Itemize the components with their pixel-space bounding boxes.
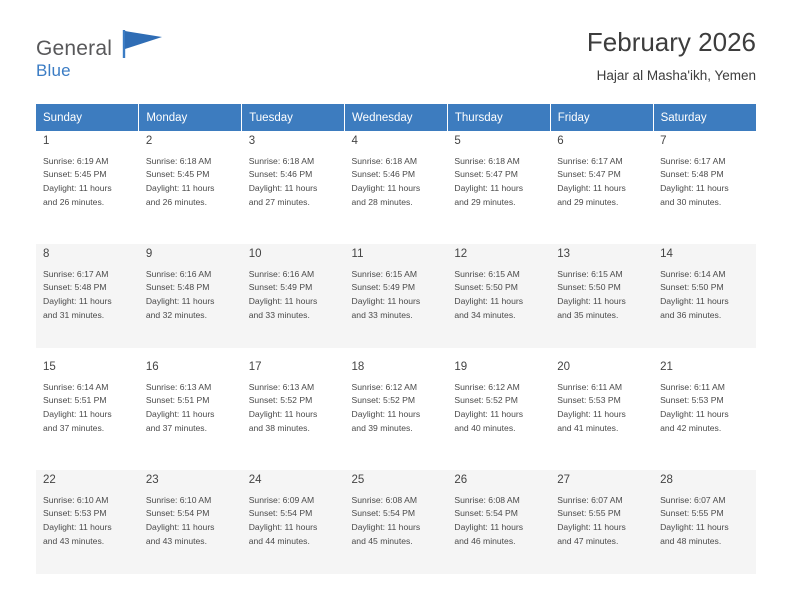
day-number: 10 [248, 248, 262, 260]
sunrise-text: Sunrise: 6:16 AM [248, 268, 315, 279]
daylight-text-line2: and 43 minutes. [43, 535, 105, 546]
day-cell[interactable] [653, 470, 756, 574]
daylight-text-line2: and 33 minutes. [248, 309, 310, 320]
day-number: 2 [145, 135, 153, 147]
day-details [43, 268, 133, 322]
weekday-header-sunday: Sunday [36, 104, 139, 131]
sunrise-text: Sunrise: 6:12 AM [454, 381, 520, 392]
daylight-text-line1: Daylight: 11 hours [248, 182, 318, 193]
sunrise-text: Sunrise: 6:15 AM [454, 268, 520, 279]
daylight-text-line1: Daylight: 11 hours [248, 295, 318, 306]
sunset-text: Sunset: 5:50 PM [557, 282, 621, 293]
daylight-text-line1: Daylight: 11 hours [660, 295, 729, 306]
sunset-text: Sunset: 5:51 PM [43, 395, 107, 406]
week-spacer-row [36, 235, 756, 244]
sunset-text: Sunset: 5:49 PM [248, 282, 313, 293]
sunrise-text: Sunrise: 6:08 AM [351, 494, 417, 505]
day-cell[interactable] [550, 131, 653, 235]
day-details [43, 155, 133, 209]
daylight-text-line2: and 27 minutes. [248, 196, 310, 207]
daylight-text-line1: Daylight: 11 hours [43, 408, 112, 419]
day-number: 14 [660, 248, 673, 260]
day-number: 13 [557, 248, 571, 260]
day-details [249, 155, 339, 209]
day-number: 4 [351, 135, 358, 147]
brand-name-blue: Blue [36, 61, 71, 80]
daylight-text-line2: and 48 minutes. [660, 535, 722, 546]
day-number: 6 [557, 135, 564, 147]
page-header [36, 28, 756, 98]
weekday-header-friday: Friday [550, 104, 653, 131]
daylight-text-line1: Daylight: 11 hours [351, 295, 421, 306]
sunset-text: Sunset: 5:54 PM [248, 508, 313, 519]
sunset-text: Sunset: 5:52 PM [248, 395, 313, 406]
day-details [352, 268, 442, 322]
daylight-text-line1: Daylight: 11 hours [248, 521, 318, 532]
daylight-text-line2: and 43 minutes. [145, 535, 207, 546]
sunset-text: Sunset: 5:45 PM [145, 169, 210, 180]
day-cell[interactable] [242, 131, 345, 235]
sunset-text: Sunset: 5:47 PM [557, 169, 621, 180]
daylight-text-line1: Daylight: 11 hours [351, 408, 421, 419]
day-number: 3 [248, 135, 256, 147]
day-cell[interactable] [550, 244, 653, 348]
daylight-text-line2: and 44 minutes. [248, 535, 310, 546]
sunrise-text: Sunrise: 6:18 AM [351, 155, 417, 166]
daylight-text-line2: and 39 minutes. [351, 422, 413, 433]
day-details [454, 381, 544, 435]
sunset-text: Sunset: 5:55 PM [557, 508, 621, 519]
day-number: 17 [248, 361, 262, 373]
sunset-text: Sunset: 5:48 PM [145, 282, 210, 293]
day-cell[interactable] [36, 470, 139, 574]
brand-logo[interactable] [36, 38, 112, 79]
day-number: 25 [351, 474, 365, 486]
day-cell[interactable] [36, 357, 139, 461]
sunset-text: Sunset: 5:50 PM [660, 282, 724, 293]
day-details [454, 494, 544, 548]
day-details [454, 155, 544, 209]
day-number: 19 [454, 361, 468, 373]
day-cell[interactable] [139, 357, 242, 461]
day-details [146, 494, 236, 548]
daylight-text-line1: Daylight: 11 hours [454, 182, 524, 193]
day-number: 23 [145, 474, 159, 486]
day-details [352, 155, 442, 209]
day-cell[interactable] [242, 357, 345, 461]
daylight-text-line1: Daylight: 11 hours [145, 521, 215, 532]
day-number: 20 [557, 361, 571, 373]
page-subtitle: Hajar al Masha'ikh, Yemen [596, 67, 756, 83]
day-cell[interactable] [447, 131, 550, 235]
daylight-text-line1: Daylight: 11 hours [557, 295, 626, 306]
daylight-text-line1: Daylight: 11 hours [557, 408, 626, 419]
day-cell[interactable] [345, 470, 448, 574]
day-number: 8 [43, 248, 50, 260]
sunrise-text: Sunrise: 6:11 AM [557, 381, 623, 392]
sunset-text: Sunset: 5:54 PM [351, 508, 416, 519]
day-details [249, 494, 339, 548]
sunset-text: Sunset: 5:53 PM [557, 395, 621, 406]
sunset-text: Sunset: 5:53 PM [660, 395, 724, 406]
daylight-text-line1: Daylight: 11 hours [660, 408, 729, 419]
daylight-text-line1: Daylight: 11 hours [43, 182, 112, 193]
sunset-text: Sunset: 5:45 PM [43, 169, 107, 180]
day-details [454, 268, 544, 322]
day-cell[interactable] [447, 244, 550, 348]
sunset-text: Sunset: 5:52 PM [351, 395, 416, 406]
daylight-text-line2: and 47 minutes. [557, 535, 619, 546]
calendar-week-row [36, 357, 756, 461]
sunset-text: Sunset: 5:47 PM [454, 169, 518, 180]
sunset-text: Sunset: 5:54 PM [145, 508, 210, 519]
calendar-week-row [36, 244, 756, 348]
daylight-text-line1: Daylight: 11 hours [43, 521, 112, 532]
sunrise-text: Sunrise: 6:08 AM [454, 494, 520, 505]
daylight-text-line1: Daylight: 11 hours [351, 182, 421, 193]
daylight-text-line1: Daylight: 11 hours [454, 521, 524, 532]
day-details [557, 155, 647, 209]
day-details [43, 381, 133, 435]
day-number: 9 [145, 248, 153, 260]
daylight-text-line2: and 36 minutes. [660, 309, 722, 320]
daylight-text-line2: and 30 minutes. [660, 196, 722, 207]
sunset-text: Sunset: 5:53 PM [43, 508, 107, 519]
sunrise-text: Sunrise: 6:09 AM [248, 494, 315, 505]
daylight-text-line2: and 37 minutes. [43, 422, 105, 433]
sunrise-text: Sunrise: 6:11 AM [660, 381, 725, 392]
day-cell[interactable] [550, 357, 653, 461]
day-cell[interactable] [139, 131, 242, 235]
sunset-text: Sunset: 5:52 PM [454, 395, 518, 406]
day-number: 12 [454, 248, 468, 260]
day-details [557, 268, 647, 322]
flag-icon [122, 28, 164, 60]
day-details [352, 494, 442, 548]
day-cell[interactable] [139, 244, 242, 348]
weekday-header-thursday: Thursday [447, 104, 550, 131]
sunset-text: Sunset: 5:46 PM [351, 169, 416, 180]
sunrise-text: Sunrise: 6:15 AM [557, 268, 623, 279]
week-spacer-cell [36, 461, 756, 470]
day-details [249, 268, 339, 322]
daylight-text-line2: and 37 minutes. [145, 422, 207, 433]
daylight-text-line2: and 32 minutes. [145, 309, 207, 320]
day-cell[interactable] [242, 470, 345, 574]
weekday-header-tuesday: Tuesday [242, 104, 345, 131]
daylight-text-line1: Daylight: 11 hours [145, 408, 215, 419]
day-details [352, 381, 442, 435]
sunset-text: Sunset: 5:48 PM [43, 282, 107, 293]
day-details [146, 155, 236, 209]
day-number: 24 [248, 474, 262, 486]
day-details [660, 381, 750, 435]
sunrise-text: Sunrise: 6:17 AM [660, 155, 726, 166]
sunset-text: Sunset: 5:51 PM [145, 395, 210, 406]
day-cell[interactable] [447, 357, 550, 461]
day-cell[interactable] [345, 131, 448, 235]
sunset-text: Sunset: 5:48 PM [660, 169, 724, 180]
daylight-text-line2: and 45 minutes. [351, 535, 413, 546]
day-details [249, 381, 339, 435]
daylight-text-line2: and 42 minutes. [660, 422, 722, 433]
title-block [587, 28, 756, 83]
weekday-header-monday: Monday [139, 104, 242, 131]
weekday-header-row [36, 104, 756, 131]
day-number: 27 [557, 474, 571, 486]
sunrise-text: Sunrise: 6:13 AM [248, 381, 315, 392]
sunrise-text: Sunrise: 6:17 AM [557, 155, 623, 166]
daylight-text-line1: Daylight: 11 hours [145, 182, 215, 193]
daylight-text-line2: and 31 minutes. [43, 309, 105, 320]
day-number: 5 [454, 135, 461, 147]
day-number: 21 [660, 361, 673, 373]
sunset-text: Sunset: 5:46 PM [248, 169, 313, 180]
sunrise-text: Sunrise: 6:18 AM [145, 155, 212, 166]
daylight-text-line2: and 46 minutes. [454, 535, 516, 546]
daylight-text-line1: Daylight: 11 hours [557, 521, 626, 532]
weekday-header-saturday: Saturday [653, 104, 756, 131]
sunrise-text: Sunrise: 6:18 AM [454, 155, 520, 166]
daylight-text-line1: Daylight: 11 hours [248, 408, 318, 419]
calendar-table [36, 104, 756, 574]
sunrise-text: Sunrise: 6:07 AM [557, 494, 623, 505]
day-cell[interactable] [653, 131, 756, 235]
day-cell[interactable] [653, 357, 756, 461]
sunrise-text: Sunrise: 6:12 AM [351, 381, 417, 392]
daylight-text-line2: and 29 minutes. [557, 196, 619, 207]
day-cell[interactable] [345, 244, 448, 348]
day-cell[interactable] [36, 131, 139, 235]
sunrise-text: Sunrise: 6:17 AM [43, 268, 109, 279]
day-number: 26 [454, 474, 468, 486]
sunset-text: Sunset: 5:49 PM [351, 282, 416, 293]
daylight-text-line2: and 41 minutes. [557, 422, 619, 433]
daylight-text-line1: Daylight: 11 hours [454, 295, 524, 306]
daylight-text-line2: and 28 minutes. [351, 196, 413, 207]
day-cell[interactable] [345, 357, 448, 461]
daylight-text-line1: Daylight: 11 hours [43, 295, 112, 306]
week-spacer-row [36, 461, 756, 470]
daylight-text-line1: Daylight: 11 hours [660, 182, 729, 193]
day-number: 1 [43, 135, 50, 147]
sunrise-text: Sunrise: 6:15 AM [351, 268, 417, 279]
day-details [146, 268, 236, 322]
daylight-text-line1: Daylight: 11 hours [454, 408, 524, 419]
sunrise-text: Sunrise: 6:16 AM [145, 268, 212, 279]
daylight-text-line2: and 26 minutes. [145, 196, 207, 207]
daylight-text-line2: and 40 minutes. [454, 422, 516, 433]
day-number: 28 [660, 474, 673, 486]
daylight-text-line2: and 26 minutes. [43, 196, 105, 207]
daylight-text-line1: Daylight: 11 hours [557, 182, 626, 193]
day-number: 11 [351, 248, 364, 260]
week-spacer-cell [36, 235, 756, 244]
sunrise-text: Sunrise: 6:10 AM [145, 494, 212, 505]
day-details [557, 494, 647, 548]
day-number: 7 [660, 135, 667, 147]
daylight-text-line2: and 29 minutes. [454, 196, 516, 207]
day-number: 15 [43, 361, 56, 373]
calendar-week-row [36, 470, 756, 574]
day-cell[interactable] [139, 470, 242, 574]
week-spacer-cell [36, 348, 756, 357]
calendar-week-row [36, 131, 756, 235]
sunrise-text: Sunrise: 6:18 AM [248, 155, 315, 166]
sunrise-text: Sunrise: 6:07 AM [660, 494, 726, 505]
weekday-header-wednesday: Wednesday [345, 104, 448, 131]
sunset-text: Sunset: 5:50 PM [454, 282, 518, 293]
daylight-text-line2: and 35 minutes. [557, 309, 619, 320]
sunrise-text: Sunrise: 6:14 AM [660, 268, 726, 279]
day-details [146, 381, 236, 435]
day-cell[interactable] [550, 470, 653, 574]
day-details [660, 268, 750, 322]
week-spacer-row [36, 348, 756, 357]
day-details [557, 381, 647, 435]
day-cell[interactable] [653, 244, 756, 348]
day-details [660, 494, 750, 548]
sunrise-text: Sunrise: 6:19 AM [43, 155, 109, 166]
daylight-text-line2: and 34 minutes. [454, 309, 516, 320]
day-number: 22 [43, 474, 56, 486]
daylight-text-line2: and 33 minutes. [351, 309, 413, 320]
daylight-text-line1: Daylight: 11 hours [660, 521, 729, 532]
day-number: 18 [351, 361, 365, 373]
sunrise-text: Sunrise: 6:13 AM [145, 381, 212, 392]
day-cell[interactable] [242, 244, 345, 348]
page-title: February 2026 [586, 27, 756, 57]
day-details [660, 155, 750, 209]
daylight-text-line1: Daylight: 11 hours [145, 295, 215, 306]
sunset-text: Sunset: 5:54 PM [454, 508, 518, 519]
daylight-text-line1: Daylight: 11 hours [351, 521, 421, 532]
sunset-text: Sunset: 5:55 PM [660, 508, 724, 519]
sunrise-text: Sunrise: 6:10 AM [43, 494, 109, 505]
sunrise-text: Sunrise: 6:14 AM [43, 381, 109, 392]
daylight-text-line2: and 38 minutes. [248, 422, 310, 433]
day-cell[interactable] [36, 244, 139, 348]
brand-name-general: General [36, 37, 113, 60]
day-details [43, 494, 133, 548]
day-cell[interactable] [447, 470, 550, 574]
day-number: 16 [145, 361, 159, 373]
